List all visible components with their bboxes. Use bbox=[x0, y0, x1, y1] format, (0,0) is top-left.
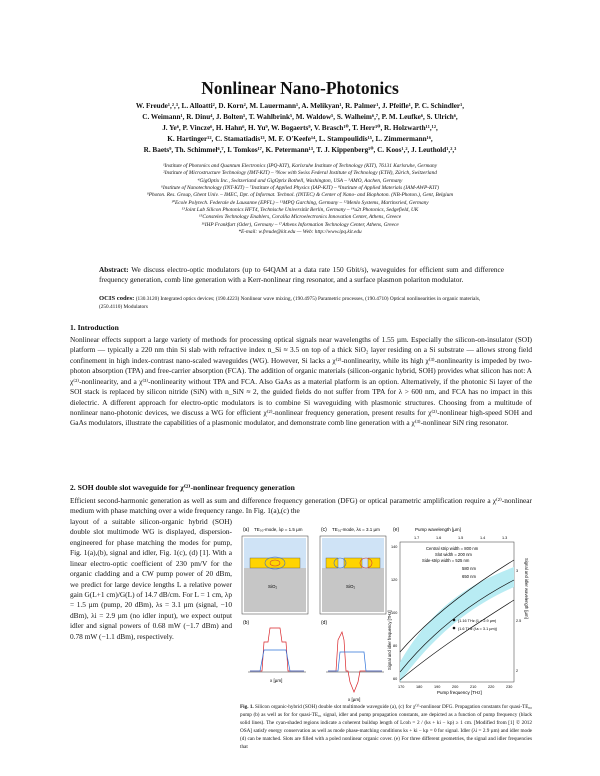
panel-c-label: (c) bbox=[321, 527, 327, 533]
figure-1 bbox=[240, 527, 532, 702]
ocis-text: (130.3120) Integrated optics devices; (190.4223) Nonlinear wave mixing, (190.4975) Parametric processes, (190.4710) Optical nonlinearities in organic materials, (250.4110) Modulators bbox=[99, 296, 481, 310]
chart-annotation: (1.16 THz (1 = 2.9 µm) bbox=[458, 619, 497, 623]
affiliation-line: ²Institute of Microstructure Technology (IMT-KIT) – ³Now with Swiss Federal Institute of Technology (ETH), Zürich, Switzerland bbox=[163, 170, 437, 177]
ocis-codes bbox=[99, 295, 504, 312]
panel-a-title: TE₀₀-mode, λp = 1.5 µm bbox=[254, 527, 303, 532]
x-tick-label: 170 bbox=[398, 685, 405, 689]
x-tick-label: 220 bbox=[488, 685, 495, 689]
contact-line: *E-mail: w.freude@kit.edu — Web: http://www.ipq.kit.edu bbox=[238, 229, 362, 236]
top-tick-label: 1.7 bbox=[414, 536, 420, 540]
x-tick-label: 200 bbox=[452, 685, 459, 689]
chart-y-label: Signal and idler frequency [THz] bbox=[387, 610, 392, 670]
sio2-label: SiO₂ bbox=[346, 584, 356, 589]
chart-y-label-right: Signal and idler wavelength [µm] bbox=[524, 558, 529, 619]
legend-entry: Side-strip width = 525 nm bbox=[422, 558, 470, 563]
x-axis-label: x [µm] bbox=[348, 697, 361, 702]
author-line: C. Weimann¹, R. Dinu⁴, J. Bolten⁵, T. Wahlbrink⁵, M. Waldow⁵, S. Walheim⁶,⁷, P. M. Leufke⁶, S. Ulrich⁶, bbox=[142, 112, 458, 121]
abstract bbox=[99, 265, 504, 284]
field-profile-d bbox=[328, 632, 382, 692]
author-line: J. Ye⁶, P. Vincze⁶, H. Hahn⁶, H. Yu⁹, W. Bogaerts⁹, V. Brasch¹⁰, T. Herr¹⁰, R. Holzwarth¹¹,¹², bbox=[162, 123, 438, 132]
y-tick-label: 100 bbox=[391, 611, 398, 615]
section-heading: 1. Introduction bbox=[70, 323, 119, 332]
panel-a-label: (a) bbox=[243, 527, 250, 533]
oxide-region bbox=[322, 568, 384, 612]
top-tick-label: 1.4 bbox=[480, 536, 486, 540]
side-strip bbox=[368, 558, 380, 568]
top-tick-label: 1.5 bbox=[458, 536, 464, 540]
x-tick-label: 210 bbox=[470, 685, 477, 689]
legend-entry: Central strip width = 800 nm bbox=[426, 546, 479, 551]
affiliation-line: ¹³Joint Lab Silicon Photonics HFT4, Technische Universität Berlin, Germany – ¹⁴u2t Photonics, Sedgefield, UK bbox=[181, 207, 419, 214]
panel-b-label: (b) bbox=[243, 620, 250, 626]
y-tick-label: 120 bbox=[391, 578, 398, 582]
data-point bbox=[453, 627, 456, 630]
panel-c-title: TE₀₁-mode, λs = 3.1 µm bbox=[332, 527, 380, 532]
author-list bbox=[40, 101, 560, 156]
figure-caption bbox=[240, 704, 532, 751]
abstract-text: We discuss electro-optic modulators (up to 64QAM at a data rate 150 Gbit/s), waveguides for efficient sum and difference frequency generation, comb line generation with a Kerr-nonlinear ring resonator, and a surface plasmon polariton modulator. bbox=[99, 265, 504, 284]
y-tick-label: 60 bbox=[393, 677, 398, 681]
chart-top-axis-title: Pump wavelength [µm] bbox=[415, 527, 461, 532]
affiliation-line: ⁹Photon. Res. Group, Ghent Univ. – IMEC, Dpt. of Informat. Technol. (INTEC) & Center of Nano- and Biophoton. (NB-Photon.), Gent, Belgium bbox=[146, 192, 454, 199]
x-axis-label: x [µm] bbox=[270, 678, 283, 683]
silicon-strip bbox=[250, 558, 300, 568]
central-strip bbox=[344, 558, 362, 568]
paper-title: Nonlinear Nano-Photonics bbox=[201, 78, 399, 98]
y-tick-label: 140 bbox=[391, 545, 398, 549]
x-tick-label: 230 bbox=[506, 685, 513, 689]
panel-d-label: (d) bbox=[321, 620, 328, 626]
data-point bbox=[453, 619, 456, 622]
affiliation-line: ¹⁶IHP Frankfurt (Oder), Germany – ¹⁷Athens Information Technology Center, Athens, Greece bbox=[201, 221, 399, 228]
affiliation-line: ⁴GigOptix Inc., Switzerland and GigOptix Bothell, Washington, USA – ⁵AMO, Aachen, Germany bbox=[197, 177, 403, 184]
author-line: R. Baets⁹, Th. Schimmel⁶,⁷, I. Tomkos¹⁷, K. Petermann¹³, T. J. Kippenberg¹⁰, C. Koos¹,², J. Leuthold¹,²,³ bbox=[143, 145, 457, 154]
affiliation-line: ⁶Institute of Nanotechnology (INT-KIT) – ⁷Institute of Applied Physics (IAP-KIT) – ⁸Institute of Applied Materials (IAM-AWP-KIT) bbox=[161, 185, 439, 192]
field-profile-b bbox=[250, 628, 304, 671]
legend-entry: Slot width = 200 nm bbox=[435, 552, 472, 557]
caption-text: Silicon organic-hybrid (SOH) double slot multimode waveguide (a), (c) for χ⁽²⁾-nonlinear DFG. Propagation constants for quasi-TE₀₀ pump (b) as well as for for quasi-TE₀₁ signal, idler and pump propagation constants, are depicted as a function of pump frequency (black solid lines). The cyan-shaded regions indicate a coherent buildup length of Lcoh = 2 / (ks + ki − kp) ≥ 1 cm. [Modified from [1] © 2012 OSA] satisfy energy conservation as well as mode phase-matching conditions ks + ki − kp = 0 for signal. Idler (λi = 2.9 µm) and idler mode (d) can be matched. Slots are filled with a poled nonlinear organic cover. (e) For three different geometries, the signal and idler frequencies that bbox=[240, 704, 532, 750]
top-tick-labels bbox=[414, 536, 507, 540]
right-tick-label: 2.5 bbox=[516, 619, 522, 623]
right-tick-label: 2 bbox=[516, 669, 519, 673]
section-body: Efficient second-harmonic generation as well as sum and difference frequency generation (DFG) or optical parametric amplification require a χ⁽²⁾-nonlinear medium with phase matching over a wide frequency range. In Fig. 1(a),(c) the bbox=[70, 496, 532, 516]
section-heading: 2. SOH double slot waveguide for χ⁽²⁾-nonlinear frequency generation bbox=[70, 483, 295, 492]
section-body-column: layout of a suitable silicon-organic hybrid (SOH) double slot multimode WG is displayed, dispersion-engineered for phase matching the modes for pump, Fig. 1(a),(b), signal and idler, Fig. 1(c), (d) [1]. With a linear electro-optic coefficient of 230 pm/V for the organic cladding and a CW pump power of 20 dBm, we predict for large device lengths L a relative power gain G(L+1 cm)/G(L) of 14.7 dB/cm. For L = 1 cm, λp = 1.5 µm (pump, 20 dBm), λs = 3.1 µm (signal, −10 dBm), λi = 2.9 µm (no idler input), we expect output idler and signal powers of 0.68 mW (−1.7 dBm) and 0.78 mW (−1.1 dBm), respectively. bbox=[70, 517, 232, 641]
affiliation-line: ¹Institute of Photonics and Quantum Electronics (IPQ-KIT), Karlsruhe Institute of Technology (KIT), 76131 Karlsruhe, Germany bbox=[162, 163, 438, 169]
x-tick-label: 190 bbox=[434, 685, 441, 689]
author-line: W. Freude¹,²,³, L. Alloatti², D. Korn², M. Lauermann¹, A. Melikyan¹, R. Palmer¹, J. Pfeifle¹, P. C. Schindler¹, bbox=[135, 102, 465, 110]
abstract-label: Abstract: bbox=[99, 265, 129, 274]
top-tick-label: 1.6 bbox=[436, 536, 442, 540]
caption-label: Fig. 1. bbox=[240, 704, 254, 710]
y-tick-label: 80 bbox=[393, 644, 398, 648]
oxide-region bbox=[244, 568, 306, 612]
right-tick-label: 3 bbox=[516, 569, 519, 573]
side-strip bbox=[326, 558, 338, 568]
affiliation-line: ¹⁵Constelex Technology Enablers, Corallia Microelectronics Innovation Center, Athens, Greece bbox=[198, 214, 402, 221]
legend-entry: 650 nm bbox=[462, 574, 476, 579]
chart-annotation: (1.6 THz (λs = 3.1 µm)) bbox=[458, 627, 498, 631]
sio2-label: SiO₂ bbox=[268, 584, 278, 589]
right-tick-labels bbox=[516, 569, 521, 673]
affiliation-list bbox=[50, 163, 550, 236]
legend-entry: 580 nm bbox=[462, 566, 476, 571]
index-profile-b bbox=[250, 650, 304, 671]
chart-x-label: Pump frequency [THz] bbox=[437, 690, 482, 695]
author-line: K. Hartinger¹², C. Stamatiadis¹³, M. F. O'Keefe¹⁴, L. Stampoulidis¹⁵, L. Zimmermann¹⁶, bbox=[167, 134, 433, 143]
affiliation-line: ¹⁰Ecole Polytech. Federale de Lausanne (EPFL) – ¹¹MPQ Garching, Germany – ¹²Menlo Systems, Martinsried, Germany bbox=[171, 199, 429, 206]
panel-e-label: (e) bbox=[393, 527, 400, 533]
x-tick-labels bbox=[398, 685, 512, 689]
x-tick-label: 180 bbox=[416, 685, 423, 689]
top-tick-label: 1.3 bbox=[502, 536, 508, 540]
section-body: Nonlinear effects support a large variety of methods for processing optical signals near wavelengths of 1.55 µm. Especially the silicon-on-insulator (SOI) platform — typically a 220 nm thin Si slab with refractive index n_Si ≈ 3.5 on top of a thick SiO₂ layer residing on a Si substrate — allows strong field confinement in high index-contrast nano-scaled waveguides (WG). However, Si lacks a χ⁽²⁾-nonlinearity, while its high χ⁽³⁾-nonlinearity is impeded by two-photon absorption (TPA) and free-carrier absorption (FCA). The addition of organic materials (silicon-organic hybrid, SOH) provides what silicon has not: A χ⁽²⁾-nonlinearity, and a χ⁽³⁾-nonlinearity without TPA and FCA. Also GaAs as a material platform is an option. Alternatively, if the photonic Si layer of the SOI stack is replaced by silicon nitride (SiN) with n_SiN ≈ 2, the guided fields do not suffer from TPA for λ > 600 nm, and FCA has no impact in this dielectric. A different approach for electro-optic modulators is to combine Si waveguiding with plasmonic structures. Choosing from a multitude of nonlinear nano-photonic devices, we discuss a WG for efficient χ⁽²⁾-nonlinear frequency generation, present results for χ⁽²⁾-nonlinear high-speed SOH and GaAs modulators, illustrate the capabilities of a plasmonic modulator, and demonstrate comb line generation with a χ⁽³⁾-nonlinear SiN ring resonator. bbox=[70, 335, 532, 428]
ocis-label: OCIS codes: bbox=[99, 295, 135, 302]
